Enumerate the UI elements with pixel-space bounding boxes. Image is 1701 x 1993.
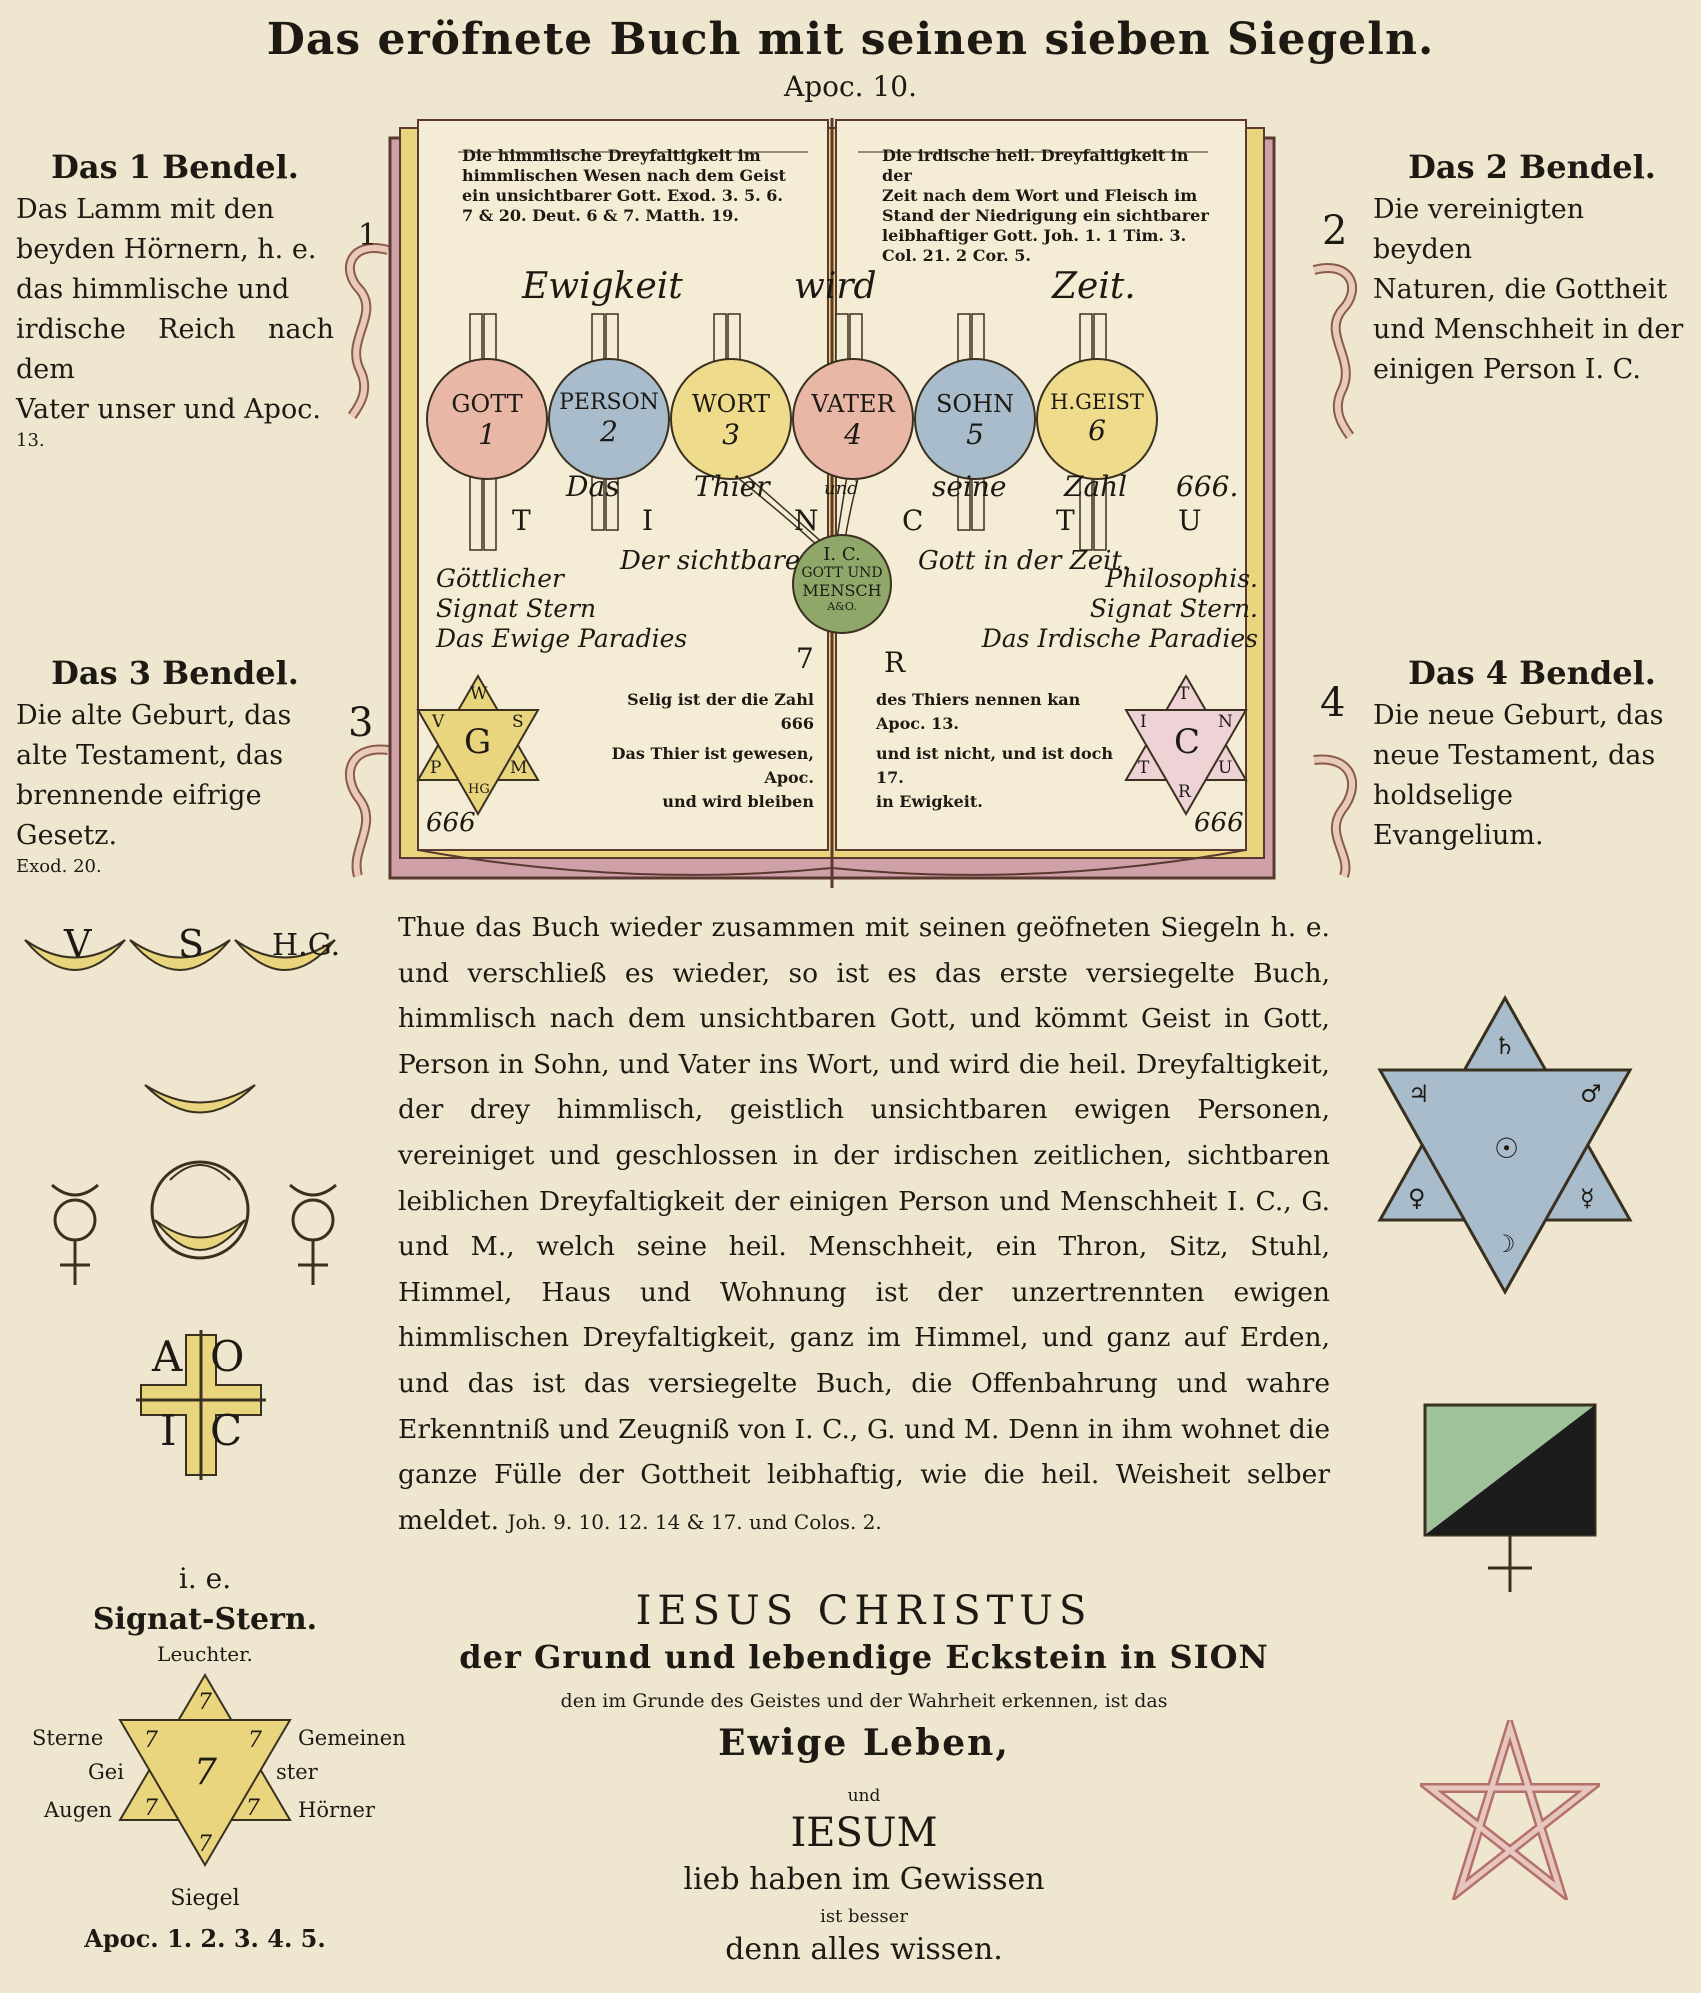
bendel-3-line: Exod. 20. [16,856,102,877]
right-box-line: Stand der Niedrigung ein sichtbarer [882,206,1209,225]
bottom-line-9: denn alles wissen. [725,1932,1003,1967]
cross-letter-o: O [210,1332,245,1381]
star-label-gemeinen: Gemeinen [298,1726,406,1750]
letter-n: N [794,504,819,537]
right-star-label-line: Philosophis. [1105,564,1258,593]
left-star-point: W [470,684,488,704]
bendel-3 [16,654,334,878]
ribbon-2-number: 2 [1322,208,1348,254]
right-star-point: N [1218,712,1233,732]
apoc-label: Apoc. 1. 2. 3. 4. 5. [84,1924,326,1953]
cross-letter-c: C [210,1406,243,1455]
ribbon-1-number: 1 [358,218,378,253]
bendel-3-line: brennende eifrige Gesetz. [16,780,262,851]
bottom-line-8: ist besser [820,1906,908,1927]
left-star-point: V [432,712,445,732]
left-star-number: 666 [426,808,476,838]
letter-c: C [902,504,924,537]
letter-i: I [642,504,654,537]
bottom-line-4: Ewige Leben, [718,1722,1010,1764]
phrase-der-sichtbare: Der sichtbare [620,546,801,576]
right-star-point: I [1140,712,1147,732]
bottom-line-6: IESUM [790,1810,938,1856]
bendel-4 [1373,654,1691,856]
left-bottom-line: 666 [780,714,814,733]
center-seal-line: MENSCH [802,581,882,600]
seal-1 [426,358,548,480]
seal-4 [792,358,914,480]
right-star-number: 666 [1194,808,1244,838]
star-label-gei: Gei [88,1760,124,1784]
star-label-ster: ster [276,1760,318,1784]
right-star-label-line: Das Irdische Paradies [981,624,1258,653]
bendel-4-line: Die neue Geburt, das [1373,700,1664,731]
seal-2 [548,358,670,480]
seven-star-point: 7 [248,1728,262,1753]
signat-stern-label: Signat-Stern. [92,1602,318,1637]
bendel-1-line: irdische Reich nach dem [16,314,334,385]
page-subtitle: Apoc. 10. [783,70,917,103]
page-title: Das eröfnete Buch mit seinen sieben Siegeln. [266,14,1435,65]
bendel-4-heading: Das 4 Bendel. [1408,654,1656,692]
diagonal-square-icon [1420,1400,1600,1600]
saturn-icon: ♄ [1494,1032,1516,1060]
cross-letter-i: I [160,1406,177,1455]
bendel-1-line: Das Lamm mit den [16,194,275,225]
left-star-label-line: Signat Stern [436,594,597,623]
book-left-bottom [574,688,814,814]
ribbon-4-number: 4 [1320,680,1346,726]
right-star-label [978,564,1258,654]
right-bottom-line: Apoc. 13. [876,714,959,733]
left-star-label-line: Göttlicher [436,564,564,593]
bendel-1-line: das himmlische und [16,274,290,305]
center-seal-line: A&O. [827,600,857,613]
pentagram-icon [1420,1720,1600,1900]
bottom-line-7: lieb haben im Gewissen [683,1862,1045,1897]
left-bottom-line: Das Thier ist gewesen, [611,744,814,763]
phrase-gott-in-der-zeit: Gott in der Zeit. [918,546,1131,576]
left-star-center: G [464,722,492,762]
right-bottom-line: in Ewigkeit. [876,792,983,811]
seal-number: 1 [478,418,496,451]
bendel-4-line: neue Testament, das [1373,740,1656,771]
moon-letter-s: S [178,922,205,966]
letter-t2: T [1056,504,1075,537]
venus-icon: ♀ [1408,1184,1426,1212]
word-das: Das [566,470,620,503]
left-star-point: S [512,712,524,732]
ribbon-2-icon [1310,240,1372,440]
right-bottom-line: des Thiers nennen kan [876,690,1081,709]
right-box-line: leibhaftiger Gott. Joh. 1. 1 Tim. 3. [882,226,1187,245]
seal-number: 2 [600,415,618,448]
seal-number: 5 [966,418,984,451]
mercury-moon-group-icon [40,1080,340,1300]
seven-star-point: 7 [198,1832,212,1857]
main-body: Thue das Buch wieder zusammen mit seinen geöfneten Siegeln h. e. und verschließ es wieder, so ist es das erste versiegelte Buch, himmlisch nach dem unsichtbaren Gott, und kömmt Geist in Gott, Person in Sohn, und Vater ins Wort, und wird die heil. Dreyfaltigkeit, der drey himmlisch, geistlich unsichtbaren ewigen Personen, vereiniget und geschlossen in der irdischen zeitlichen, sichtbaren leiblichen Dreyfaltigkeit der einigen Person und Menschheit I. C., G. und M., welch seine heil. Menschheit, ein Thron, Sitz, Stuhl, Himmel, Haus und Wohnung ist der unzertrennten ewigen himmlischen Dreyfaltigkeit, ganz im Himmel, und ganz auf Erden, und das ist das versiegelte Buch, die Offenbahrung und wahre Erkenntniß und Zeugniß von I. C., G. und M. Denn in ihm wohnet die ganze Fülle der Gottheit leibhaftig, wie die heil. Weisheit selber meldet. [398,912,1330,1536]
siegel-label: Siegel [170,1886,240,1911]
center-seal-line: I. C. [823,544,861,565]
bendel-1-line: Vater unser und Apoc. [16,394,321,425]
left-bottom-line: und wird bleiben [662,792,814,811]
bendel-3-heading: Das 3 Bendel. [51,654,299,692]
book-right-box [882,146,1222,266]
sun-icon: ☉ [1494,1132,1520,1165]
left-box-line: Die himmlische Dreyfaltigkeit im [462,146,761,165]
star-label-horner: Hörner [298,1798,375,1822]
letter-7: 7 [796,642,814,675]
bottom-line-2: der Grund und lebendige Eckstein in SION [459,1638,1269,1676]
seal-number: 3 [722,418,740,451]
left-star-point: HG [468,782,490,797]
seal-word: PERSON [559,390,659,415]
right-bottom-line: und ist nicht, und ist doch [876,744,1113,763]
bendel-3-line: alte Testament, das [16,740,284,771]
bendel-1-heading: Das 1 Bendel. [51,148,299,186]
star-label-augen: Augen [44,1798,113,1822]
mars-icon: ♂ [1580,1080,1602,1108]
right-box-line: Zeit nach dem Wort und Fleisch im [882,186,1198,205]
right-star-label-line: Signat Stern. [1089,594,1258,623]
cross-letter-a: A [152,1332,183,1381]
right-box-line: Die irdische heil. Dreyfaltigkeit in der [882,146,1189,185]
letter-u: U [1178,504,1202,537]
seal-3 [670,358,792,480]
right-star-point: T [1178,684,1190,704]
bottom-line-3: den im Grunde des Geistes und der Wahrheit erkennen, ist das [560,1690,1168,1712]
bendel-2-line: Naturen, die Gottheit [1373,274,1668,305]
word-seine: seine [932,470,1007,503]
left-box-line: 7 & 20. Deut. 6 & 7. Matth. 19. [462,206,739,225]
left-box-line: ein unsichtbarer Gott. Exod. 3. 5. 6. [462,186,783,205]
seven-star-point: 7 [198,1690,212,1715]
seven-star-point: 7 [246,1796,260,1821]
letter-t: T [512,504,531,537]
mercury-icon: ☿ [1580,1184,1595,1212]
jupiter-icon: ♃ [1408,1080,1430,1108]
seal-word: H.GEIST [1050,390,1144,414]
bendel-1-line: beyden Hörnern, h. e. [16,234,317,265]
right-star-center: C [1174,722,1201,762]
left-bottom-line: Selig ist der die Zahl [627,690,814,709]
bendel-2-heading: Das 2 Bendel. [1408,148,1656,186]
left-star-point: P [430,758,442,778]
book-right-bottom [876,688,1116,814]
right-star-point: U [1218,758,1233,778]
seal-word: SOHN [935,390,1015,418]
bendel-2 [1373,148,1691,390]
bendel-3-line: Die alte Geburt, das [16,700,292,731]
seal-word: GOTT [451,390,523,418]
main-refs: Joh. 9. 10. 12. 14 & 17. und Colos. 2. [507,1509,882,1534]
word-thier: Thier [694,470,770,503]
left-star-label [436,564,687,654]
seal-number: 4 [844,418,862,451]
seal-5 [914,358,1036,480]
ribbon-3-icon [330,730,392,880]
seven-star-point: 7 [144,1728,158,1753]
bottom-line-5: und [847,1786,881,1806]
ribbon-3-number: 3 [348,700,374,746]
right-bottom-line: 17. [876,768,904,787]
seal-6 [1036,358,1158,480]
moon-letter-v: V [64,922,92,966]
main-paragraph [398,905,1330,1545]
open-book [388,118,1276,890]
right-star-point: R [1178,782,1191,802]
leuchter-label: Leuchter. [157,1642,253,1666]
moon-letter-hg: H.G. [272,928,341,963]
bendel-2-line: einigen Person I. C. [1373,354,1641,385]
bendel-1 [16,148,334,452]
center-seal [792,534,892,634]
star-label-sterne: Sterne [32,1726,104,1750]
left-box-line: himmlischen Wesen nach dem Geist [462,166,786,185]
word-und: und [824,478,859,499]
right-star-point: T [1138,758,1150,778]
word-666: 666. [1176,470,1239,503]
seal-word: WORT [692,390,770,418]
left-bottom-line: Apoc. [764,768,814,787]
bottom-line-1: IESUS CHRISTUS [635,1588,1093,1634]
bendel-2-line: und Menschheit in der [1373,314,1684,345]
ie-label: i. e. [178,1562,232,1595]
seven-star-point: 7 [144,1796,158,1821]
word-zeit: Zeit. [1052,266,1136,307]
seven-star-center: 7 [194,1752,217,1793]
seal-word: VATER [811,390,895,418]
left-star-label-line: Das Ewige Paradies [436,624,688,653]
bendel-1-line: 13. [16,430,45,451]
letter-r: R [884,646,906,679]
word-zahl: Zahl [1064,470,1128,503]
center-seal-line: GOTT UND [801,565,883,581]
moon-icon: ☽ [1494,1230,1516,1258]
left-star-point: M [510,758,528,778]
bendel-4-line: holdselige Evangelium. [1373,780,1544,851]
book-left-box [462,146,802,226]
bendel-2-line: Die vereinigten beyden [1373,194,1585,265]
seal-number: 6 [1088,414,1106,447]
word-wird: wird [794,266,877,307]
right-box-line: Col. 21. 2 Cor. 5. [882,246,1031,265]
word-ewigkeit: Ewigkeit [522,266,683,307]
ribbon-4-icon [1310,740,1372,880]
